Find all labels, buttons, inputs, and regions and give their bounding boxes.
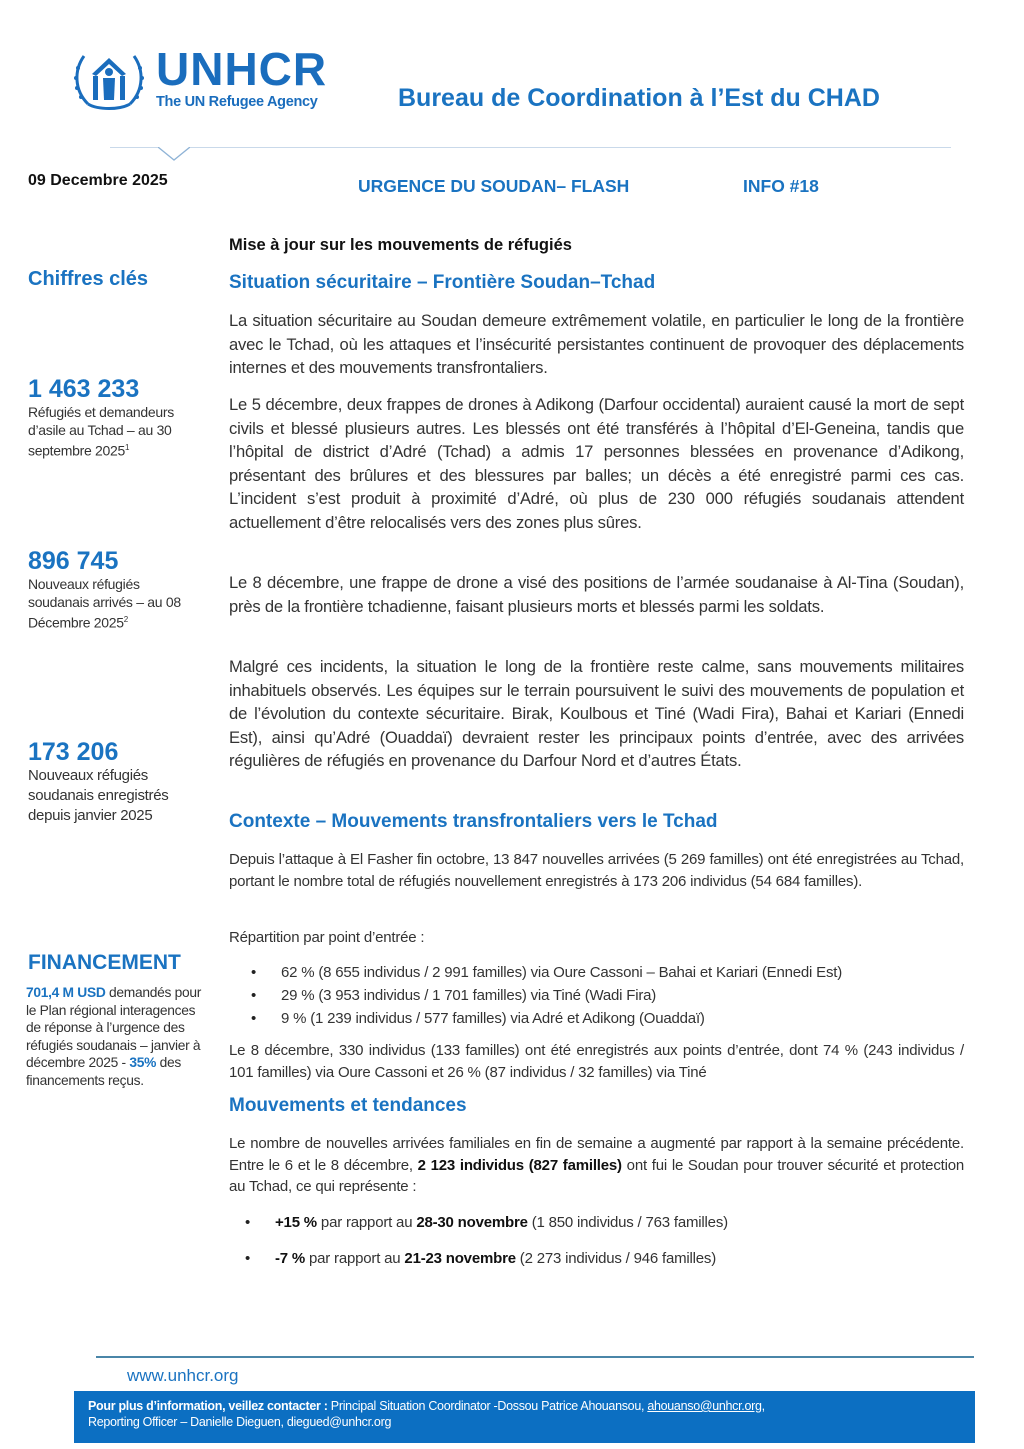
key-figure xyxy=(28,738,203,826)
bureau-title: Bureau de Coordination à l’Est du CHAD xyxy=(398,84,880,112)
flash-title: URGENCE DU SOUDAN– FLASH xyxy=(358,176,630,196)
logo-wordmark: UNHCR xyxy=(156,43,328,95)
contact-label: Pour plus d’information, veillez contacter : xyxy=(88,1399,328,1413)
contact-box xyxy=(74,1391,975,1443)
contact-text: Pour plus d’information, veillez contacter : Principal Situation Coordinator -Dossou Patrice Ahouansou, ahouanso@unhcr.org, Reporting Officer – Danielle Dieguen, diegued@unhcr.org xyxy=(88,1399,765,1429)
funding-title: FINANCEMENT xyxy=(28,951,181,974)
list-item: • 9 % (1 239 individus / 577 familles) via Adré et Adikong (Ouaddaï) xyxy=(229,1007,964,1030)
list-item: • -7 % par rapport au 21-23 novembre (2 273 individus / 946 familles) xyxy=(223,1247,958,1270)
key-figures-title: Chiffres clés xyxy=(28,268,149,290)
paragraph: Le nombre de nouvelles arrivées familiales en fin de semaine a augmenté par rapport à la semaine précédente. Entre le 6 et le 8 décembre, 2 123 individus (827 familles) ont fui le Soudan pour trouver sécurité et protection au Tchad, ce qui représente : xyxy=(229,1135,964,1195)
paragraph: Depuis l’attaque à El Fasher fin octobre, 13 847 nouvelles arrivées (5 269 familles) ont été enregistrées au Tchad, portant le nombre total de réfugiés nouvellement enregistrés à 173 206 individus (54 684 familles). xyxy=(229,851,964,890)
list-item: • 62 % (8 655 individus / 2 991 familles) via Oure Cassoni – Bahai et Kariari (Ennedi Est) xyxy=(229,961,964,984)
key-figure-value: 1 463 233 xyxy=(28,375,140,403)
paragraph: La situation sécuritaire au Soudan demeure extrêmement volatile, en particulier le long de la frontière avec le Tchad, où les attaques et l’insécurité persistantes continuent de provoquer des déplacements internes et des mouvements transfrontaliers. xyxy=(229,311,964,377)
list-item: • 29 % (3 953 individus / 1 701 familles) via Tiné (Wadi Fira) xyxy=(229,984,964,1007)
entry-point-list xyxy=(229,961,964,1030)
paragraph: Malgré ces incidents, la situation le long de la frontière reste calme, sans mouvements militaires inhabituels observés. Les équipes sur le terrain poursuivent le suivi des mouvements de population et de l’évolution du contexte sécuritaire. Birak, Koulbous et Tiné (Wadi Fira), Bahai et Kariari (Ennedi Est), ainsi qu’Adré (Ouaddaï) devraient rester les principaux points d’entrée, avec des arrivées régulières de réfugiés en provenance du Darfour Nord et d’autres États. xyxy=(229,657,964,770)
section-heading-security: Situation sécuritaire – Frontière Soudan–Tchad xyxy=(229,272,656,293)
breakdown-label: Répartition par point d’entrée : xyxy=(229,929,425,946)
footnote-ref: 1 xyxy=(124,443,130,452)
paragraph: Le 5 décembre, deux frappes de drones à Adikong (Darfour occidental) auraient causé la mort de sept civils et blessé plusieurs autres. Les blessés ont été transférés à l’hôpital d’El-Geneina, tandis que l’hôpital de district d’Adré (Tchad) a admis 17 personnes blessées en provenance d’Adikong, présentant des brûlures et des blessures par balles; un décès a été enregistré parmi ces cas. L’incident s’est produit à proximité d’Adré, où plus de 230 000 réfugiés soudanais attendent actuellement d’être relocalisés vers des zones plus sûres. xyxy=(229,395,964,532)
section-heading-context: Contexte – Mouvements transfrontaliers vers le Tchad xyxy=(229,811,718,832)
header-divider xyxy=(110,147,951,148)
footnote-ref: 2 xyxy=(123,615,128,624)
key-figure-value: 173 206 xyxy=(28,738,119,766)
key-figure-label: Nouveaux réfugiés soudanais arrivés – au 08 Décembre 2025$^2$ xyxy=(28,576,181,631)
funding-percent: 35% xyxy=(129,1055,157,1070)
unhcr-logo xyxy=(70,43,350,118)
reporting-officer: Reporting Officer – Danielle Dieguen, diegued@unhcr.org xyxy=(88,1415,392,1429)
funding-amount: 701,4 M USD xyxy=(26,985,106,1000)
key-figure xyxy=(28,375,203,460)
key-figure-label: Réfugiés et demandeurs d’asile au Tchad – au 30 septembre 2025$^1$ xyxy=(28,404,174,459)
publication-date: 09 Decembre 2025 xyxy=(28,172,168,189)
chevron-down-icon xyxy=(158,147,190,163)
paragraph: Le 8 décembre, une frappe de drone a visé des positions de l’armée soudanaise à Al-Tina (Soudan), près de la frontière tchadienne, faisant plusieurs morts et blessés parmi les soldats. xyxy=(229,573,964,616)
report-subtitle: Mise à jour sur les mouvements de réfugiés xyxy=(229,236,572,254)
logo-tagline: The UN Refugee Agency xyxy=(156,94,318,110)
section-heading-trends: Mouvements et tendances xyxy=(229,1095,467,1116)
trend-list xyxy=(223,1211,958,1270)
info-number: INFO #18 xyxy=(743,176,819,196)
website-link[interactable]: www.unhcr.org xyxy=(127,1366,239,1385)
footer-divider xyxy=(96,1356,974,1358)
key-figure xyxy=(28,547,203,632)
funding-text: 701,4 M USD demandés pour le Plan régional interagences de réponse à l’urgence des réfugiés soudanais – janvier à décembre 2025 - 35% des financements reçus. xyxy=(26,985,202,1088)
key-figure-value: 896 745 xyxy=(28,547,119,575)
unhcr-emblem-icon xyxy=(70,48,148,112)
key-figure-label: Nouveaux réfugiés soudanais enregistrés depuis janvier 2025 xyxy=(28,767,169,824)
email-link[interactable]: ahouanso@unhcr.org xyxy=(647,1399,762,1413)
paragraph: Le 8 décembre, 330 individus (133 familles) ont été enregistrés aux points d’entrée, dont 74 % (243 individus / 101 familles) via Oure Cassoni et 26 % (87 individus / 32 familles) via Tiné xyxy=(229,1042,964,1081)
list-item: • +15 % par rapport au 28-30 novembre (1 850 individus / 763 familles) xyxy=(223,1211,958,1234)
